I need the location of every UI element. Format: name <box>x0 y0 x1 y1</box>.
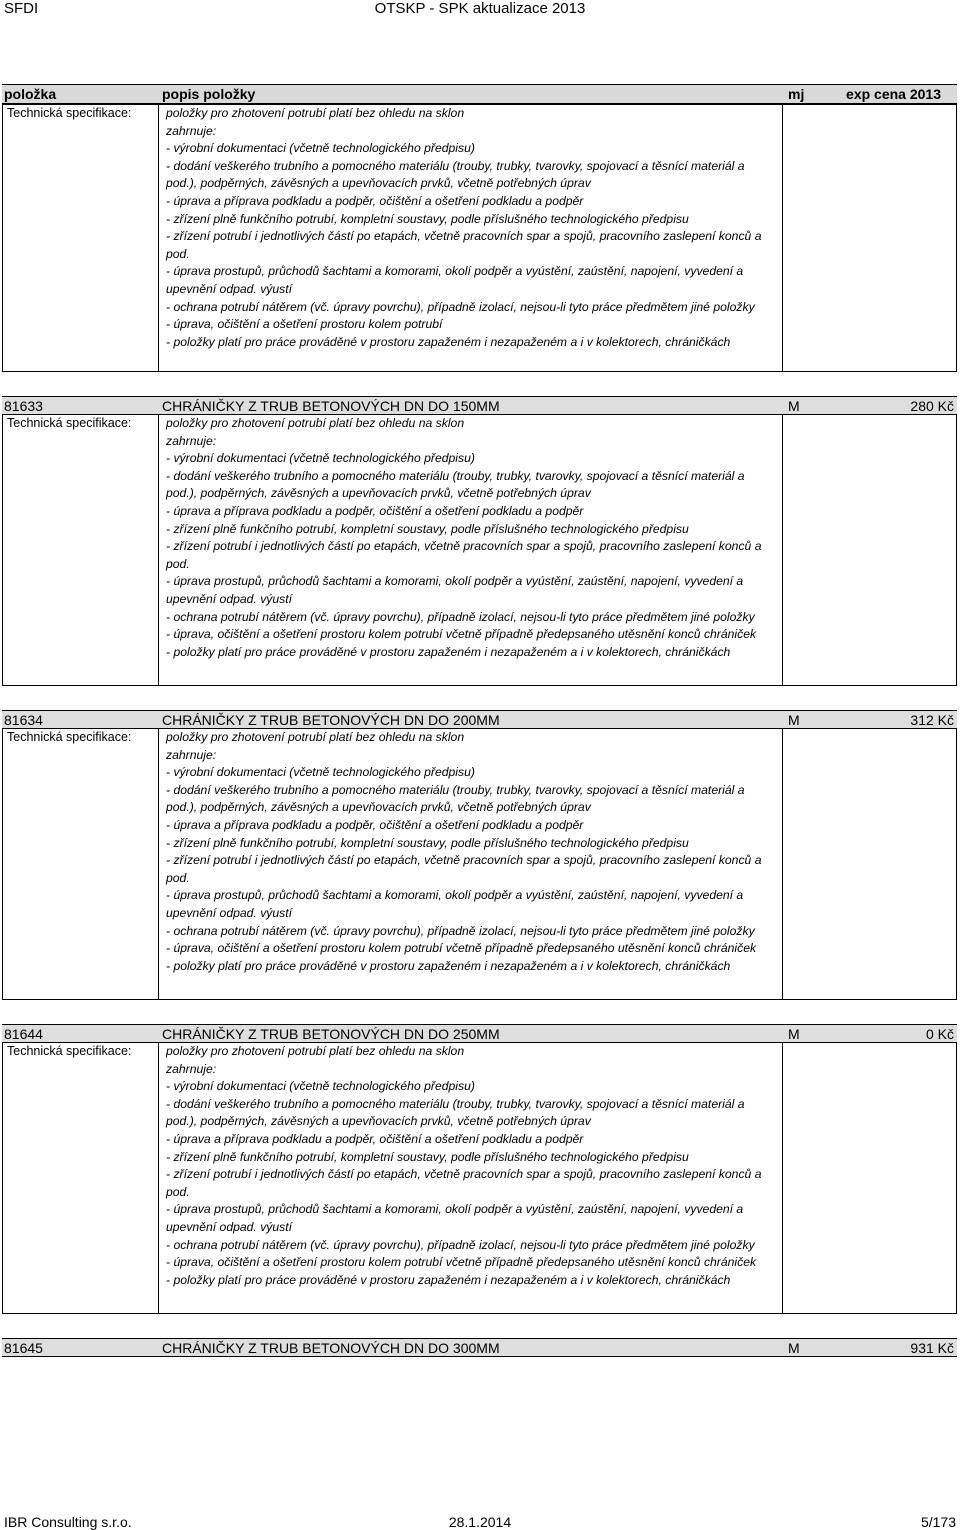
column-description: popis položky <box>162 86 256 102</box>
intro-spec-block <box>2 104 957 372</box>
spec-line: - ochrana potrubí nátěrem (vč. úpravy povrchu), případně izolací, nejsou-li tyto práce předmětem jiné položky <box>166 299 755 314</box>
spec-line: upevnění odpad. výustí <box>166 281 293 296</box>
spec-line: - úprava a příprava podkladu a podpěr, očištění a ošetření podkladu a podpěr <box>166 1131 584 1146</box>
spec-line: položky pro zhotovení potrubí platí bez ohledu na sklon <box>166 730 465 744</box>
spec-line: upevnění odpad. výustí <box>166 905 293 920</box>
item-header-row <box>2 1024 957 1043</box>
column-unit: mj <box>788 86 805 102</box>
item-code: 81634 <box>4 712 43 728</box>
spec-line: pod. <box>166 556 190 571</box>
item-title: CHRÁNIČKY Z TRUB BETONOVÝCH DN DO 250MM <box>162 1026 500 1042</box>
spec-line: zahrnuje: <box>166 123 217 138</box>
spec-line: - úprava, očištění a ošetření prostoru kolem potrubí <box>166 317 443 332</box>
spec-line: - zřízení potrubí i jednotlivých částí po etapách, včetně pracovních spar a spojů, pracovního zaslepení konců a <box>166 229 762 244</box>
spec-line: - úprava, očištění a ošetření prostoru kolem potrubí včetně případně předepsaného utěsnění konců chrániček <box>166 1255 757 1270</box>
spec-line: - zřízení plně funkčního potrubí, kompletní soustavy, podle příslušného technologického předpisu <box>166 835 689 850</box>
item-code: 81644 <box>4 1026 43 1042</box>
spec-line: - úprava prostupů, průchodů šachtami a komorami, okolí podpěr a vyústění, zaústění, napojení, vyvedení a <box>166 1202 744 1217</box>
spec-line: - ochrana potrubí nátěrem (vč. úpravy povrchu), případně izolací, nejsou-li tyto práce předmětem jiné položky <box>166 1237 755 1252</box>
item-price: 0 Kč <box>925 1026 954 1042</box>
spec-line: - položky platí pro práce prováděné v prostoru zapaženém i nezapaženém a i v kolektorech, chráničkách <box>166 958 731 973</box>
spec-line: zahrnuje: <box>166 1061 217 1076</box>
spec-line: pod.), podpěrných, závěsných a upevňovacích prvků, včetně potřebných úprav <box>166 486 591 501</box>
spec-line: - dodání veškerého trubního a pomocného materiálu (trouby, trubky, tvarovky, spojovací a těsnící materiál a <box>166 1096 745 1111</box>
item-header-row <box>2 710 957 729</box>
spec-line: pod. <box>166 246 190 261</box>
spec-line: - úprava, očištění a ošetření prostoru kolem potrubí včetně případně předepsaného utěsnění konců chrániček <box>166 627 757 642</box>
spec-line: - výrobní dokumentaci (včetně technologického předpisu) <box>166 765 475 780</box>
item-unit: M <box>788 1340 800 1356</box>
spec-line: položky pro zhotovení potrubí platí bez ohledu na sklon <box>166 106 465 120</box>
spec-line: - výrobní dokumentaci (včetně technologického předpisu) <box>166 451 475 466</box>
item-unit: M <box>788 1026 800 1042</box>
column-item: položka <box>4 86 57 102</box>
spec-line: pod.), podpěrných, závěsných a upevňovacích prvků, včetně potřebných úprav <box>166 176 591 191</box>
item-spec-block <box>2 729 957 1000</box>
spec-line: zahrnuje: <box>166 747 217 762</box>
spec-line: - dodání veškerého trubního a pomocného materiálu (trouby, trubky, tvarovky, spojovací a těsnící materiál a <box>166 782 745 797</box>
spec-line: - položky platí pro práce prováděné v prostoru zapaženém i nezapaženém a i v kolektorech, chráničkách <box>166 644 731 659</box>
footer-company: IBR Consulting s.r.o. <box>4 1514 132 1530</box>
spec-line: pod. <box>166 870 190 885</box>
spec-line: - zřízení plně funkčního potrubí, kompletní soustavy, podle příslušného technologického předpisu <box>166 521 689 536</box>
header-left: SFDI <box>4 0 39 17</box>
spec-label: Technická specifikace: <box>7 106 132 120</box>
spec-line: - výrobní dokumentaci (včetně technologického předpisu) <box>166 141 475 156</box>
spec-line: - úprava, očištění a ošetření prostoru kolem potrubí včetně případně předepsaného utěsnění konců chrániček <box>166 941 757 956</box>
item-header-row <box>2 1338 957 1357</box>
spec-line: pod. <box>166 1184 190 1199</box>
column-header-row <box>2 84 957 104</box>
item-price: 312 Kč <box>910 712 954 728</box>
item-unit: M <box>788 712 800 728</box>
spec-line: - zřízení plně funkčního potrubí, kompletní soustavy, podle příslušného technologického předpisu <box>166 211 689 226</box>
item-title: CHRÁNIČKY Z TRUB BETONOVÝCH DN DO 300MM <box>162 1340 500 1356</box>
spec-line: - úprava prostupů, průchodů šachtami a komorami, okolí podpěr a vyústění, zaústění, napojení, vyvedení a <box>166 574 744 589</box>
item-price: 931 Kč <box>910 1340 954 1356</box>
spec-line: pod.), podpěrných, závěsných a upevňovacích prvků, včetně potřebných úprav <box>166 800 591 815</box>
spec-line: - výrobní dokumentaci (včetně technologického předpisu) <box>166 1079 475 1094</box>
item-title: CHRÁNIČKY Z TRUB BETONOVÝCH DN DO 150MM <box>162 398 500 414</box>
spec-label: Technická specifikace: <box>7 1044 132 1058</box>
column-price: exp cena 2013 <box>846 86 941 102</box>
spec-line: zahrnuje: <box>166 433 217 448</box>
header-title: OTSKP - SPK aktualizace 2013 <box>374 0 586 17</box>
spec-line: - ochrana potrubí nátěrem (vč. úpravy povrchu), případně izolací, nejsou-li tyto práce předmětem jiné položky <box>166 609 755 624</box>
item-spec-block <box>2 415 957 686</box>
item-spec-block <box>2 1043 957 1314</box>
item-unit: M <box>788 398 800 414</box>
spec-line: položky pro zhotovení potrubí platí bez ohledu na sklon <box>166 1044 465 1058</box>
item-code: 81645 <box>4 1340 43 1356</box>
spec-line: - zřízení potrubí i jednotlivých částí po etapách, včetně pracovních spar a spojů, pracovního zaslepení konců a <box>166 853 762 868</box>
spec-line: položky pro zhotovení potrubí platí bez ohledu na sklon <box>166 416 465 430</box>
spec-line: - dodání veškerého trubního a pomocného materiálu (trouby, trubky, tvarovky, spojovací a těsnící materiál a <box>166 158 745 173</box>
spec-line: - položky platí pro práce prováděné v prostoru zapaženém i nezapaženém a i v kolektorech, chráničkách <box>166 334 731 349</box>
spec-line: - dodání veškerého trubního a pomocného materiálu (trouby, trubky, tvarovky, spojovací a těsnící materiál a <box>166 468 745 483</box>
spec-line: upevnění odpad. výustí <box>166 1219 293 1234</box>
spec-text <box>158 105 783 371</box>
spec-line: - zřízení plně funkčního potrubí, kompletní soustavy, podle příslušného technologického předpisu <box>166 1149 689 1164</box>
spec-line: upevnění odpad. výustí <box>166 591 293 606</box>
spec-line: - úprava prostupů, průchodů šachtami a komorami, okolí podpěr a vyústění, zaústění, napojení, vyvedení a <box>166 264 744 279</box>
spec-line: pod.), podpěrných, závěsných a upevňovacích prvků, včetně potřebných úprav <box>166 1114 591 1129</box>
spec-line: - úprava a příprava podkladu a podpěr, očištění a ošetření podkladu a podpěr <box>166 503 584 518</box>
spec-line: - zřízení potrubí i jednotlivých částí po etapách, včetně pracovních spar a spojů, pracovního zaslepení konců a <box>166 1167 762 1182</box>
spec-text <box>158 729 783 999</box>
spec-line: - položky platí pro práce prováděné v prostoru zapaženém i nezapaženém a i v kolektorech, chráničkách <box>166 1272 731 1287</box>
spec-line: - zřízení potrubí i jednotlivých částí po etapách, včetně pracovních spar a spojů, pracovního zaslepení konců a <box>166 539 762 554</box>
item-code: 81633 <box>4 398 43 414</box>
spec-text <box>158 1043 783 1313</box>
spec-line: - úprava a příprava podkladu a podpěr, očištění a ošetření podkladu a podpěr <box>166 193 584 208</box>
spec-text <box>158 415 783 685</box>
footer-date: 28.1.2014 <box>448 1514 512 1530</box>
footer-page-number: 5/173 <box>920 1514 956 1530</box>
spec-line: - úprava prostupů, průchodů šachtami a komorami, okolí podpěr a vyústění, zaústění, napojení, vyvedení a <box>166 888 744 903</box>
item-title: CHRÁNIČKY Z TRUB BETONOVÝCH DN DO 200MM <box>162 712 500 728</box>
spec-label: Technická specifikace: <box>7 416 132 430</box>
item-table <box>2 84 957 1357</box>
spec-label: Technická specifikace: <box>7 730 132 744</box>
spec-line: - úprava a příprava podkladu a podpěr, očištění a ošetření podkladu a podpěr <box>166 817 584 832</box>
item-header-row <box>2 396 957 415</box>
item-price: 280 Kč <box>910 398 954 414</box>
spec-line: - ochrana potrubí nátěrem (vč. úpravy povrchu), případně izolací, nejsou-li tyto práce předmětem jiné položky <box>166 923 755 938</box>
